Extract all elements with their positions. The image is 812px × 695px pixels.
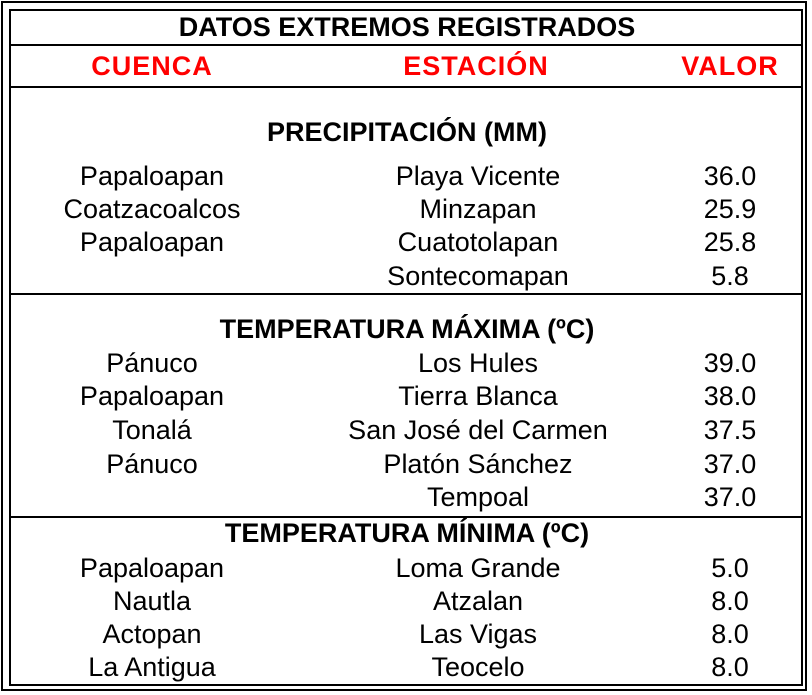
header-divider: [9, 86, 803, 88]
cell-cuenca: Tonalá: [112, 415, 192, 445]
cell-estacion: Tempoal: [426, 482, 530, 512]
cell-valor: 8.0: [711, 619, 749, 649]
cell-valor: 37.0: [703, 449, 757, 479]
cell-estacion: Atzalan: [432, 586, 524, 616]
cell-cuenca: Papaloapan: [79, 161, 225, 191]
cell-cuenca: Papaloapan: [79, 227, 225, 257]
cell-estacion: Tierra Blanca: [398, 381, 558, 411]
cell-valor: 25.9: [703, 194, 757, 224]
cell-estacion: Las Vigas: [418, 619, 538, 649]
cell-cuenca: Coatzacoalcos: [63, 194, 241, 224]
cell-valor: 36.0: [703, 161, 757, 191]
header-valor: VALOR: [681, 51, 779, 81]
section-title: TEMPERATURA MÍNIMA (ºC): [224, 518, 590, 548]
cell-valor: 5.0: [711, 553, 749, 583]
cell-estacion: Minzapan: [419, 194, 537, 224]
title-divider: [9, 44, 803, 46]
cell-valor: 37.0: [703, 482, 757, 512]
cell-estacion: Loma Grande: [395, 553, 561, 583]
cell-estacion: Playa Vicente: [395, 161, 561, 191]
cell-cuenca: Nautla: [112, 586, 192, 616]
cell-valor: 8.0: [711, 652, 749, 682]
cell-cuenca: Papaloapan: [79, 381, 225, 411]
cell-estacion: Teocelo: [431, 652, 525, 682]
cell-estacion: Sontecomapan: [387, 261, 569, 291]
header-cuenca: CUENCA: [91, 51, 213, 81]
cell-cuenca: Pánuco: [106, 449, 198, 479]
cell-valor: 37.5: [703, 415, 757, 445]
cell-valor: 8.0: [711, 586, 749, 616]
cell-estacion: Platón Sánchez: [383, 449, 573, 479]
cell-valor: 5.8: [711, 261, 749, 291]
section-title: TEMPERATURA MÁXIMA (ºC): [219, 314, 595, 344]
cell-cuenca: Papaloapan: [79, 553, 225, 583]
cell-cuenca: Pánuco: [106, 348, 198, 378]
cell-valor: 39.0: [703, 348, 757, 378]
cell-valor: 25.8: [703, 227, 757, 257]
section-title: PRECIPITACIÓN (MM): [267, 117, 547, 147]
section-divider-1: [9, 293, 803, 295]
table-title: DATOS EXTREMOS REGISTRADOS: [178, 12, 636, 42]
cell-estacion: Cuatotolapan: [397, 227, 559, 257]
header-estacion: ESTACIÓN: [403, 51, 549, 81]
cell-cuenca: Actopan: [102, 619, 202, 649]
cell-estacion: San José del Carmen: [348, 415, 608, 445]
cell-valor: 38.0: [703, 381, 757, 411]
cell-cuenca: La Antigua: [88, 652, 216, 682]
cell-estacion: Los Hules: [417, 348, 539, 378]
